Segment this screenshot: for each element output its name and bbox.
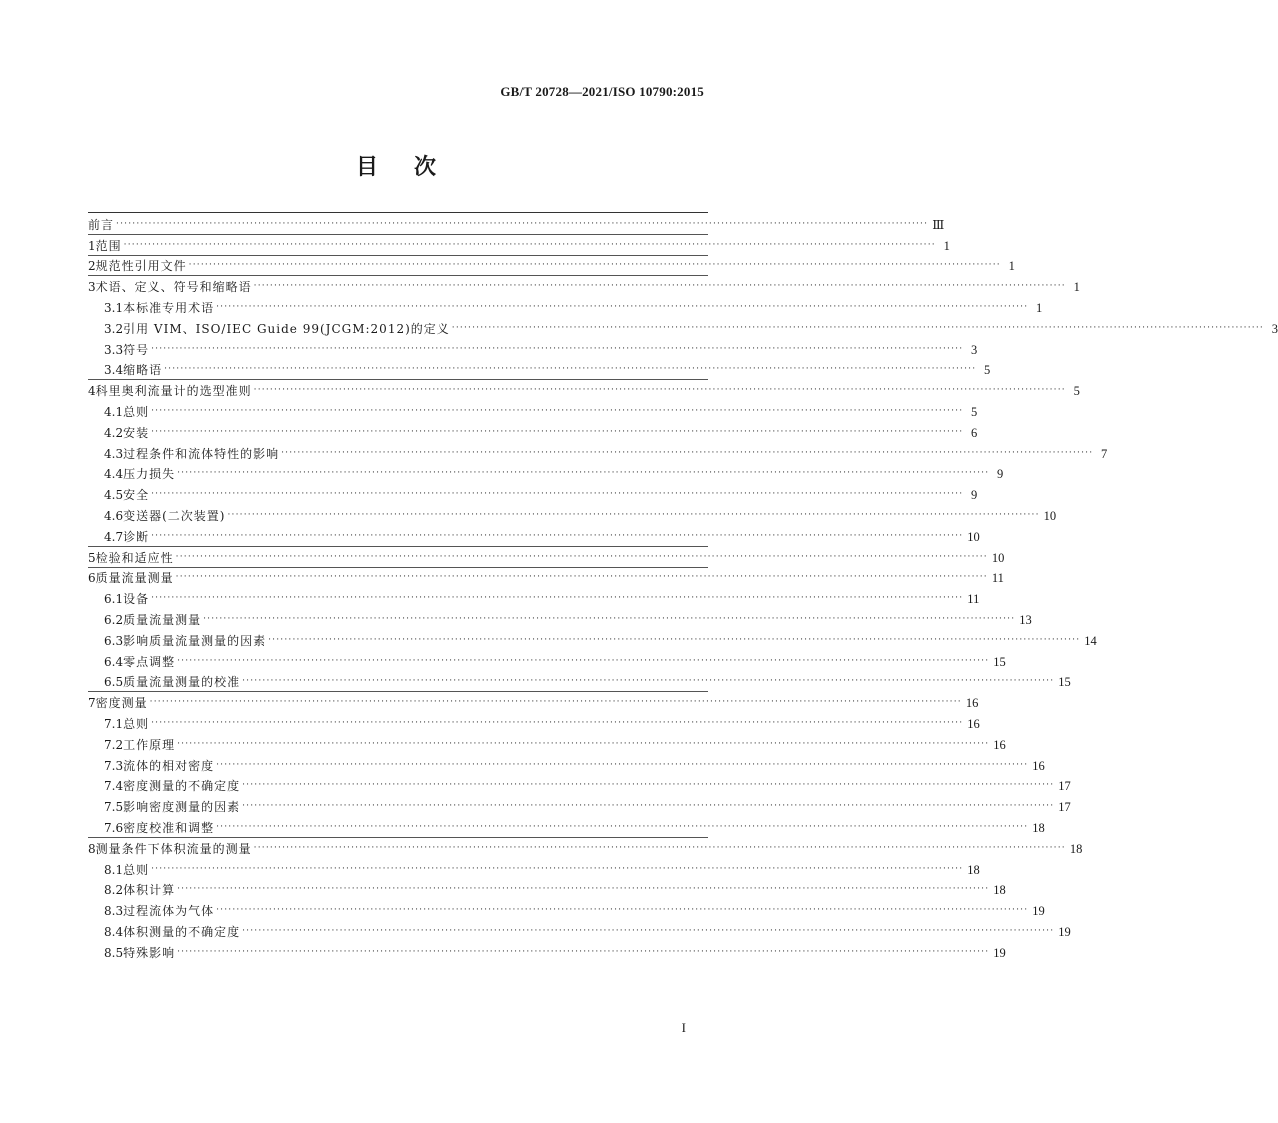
toc-entry-page: 14 xyxy=(1084,633,1097,648)
toc-entry[interactable] xyxy=(88,525,980,546)
page-title xyxy=(0,150,794,181)
toc-entry-label: 符号 xyxy=(123,342,150,357)
toc-entry-number: 8 xyxy=(88,841,96,856)
toc-entry-page: Ⅲ xyxy=(932,217,945,232)
toc-leader-dots: ········································································································································································································ xyxy=(149,697,962,708)
toc-entry-number: 7.6 xyxy=(104,820,124,835)
toc-entry[interactable] xyxy=(88,920,1071,941)
toc-leader-dots: ········································································································································································································ xyxy=(253,385,1066,396)
toc-leader-dots: ········································································································································································································ xyxy=(242,780,1055,791)
toc-leader-dots: ········································································································································································································ xyxy=(188,260,1001,271)
toc-leader-dots: ········································································································································································································ xyxy=(177,655,990,666)
toc-entry-number: 8.5 xyxy=(104,945,124,960)
toc-entry[interactable] xyxy=(88,650,1006,671)
toc-entry-page: 16 xyxy=(993,737,1006,752)
toc-entry-label: 前言 xyxy=(88,217,115,232)
toc-leader-dots: ········································································································································································································ xyxy=(216,759,1029,770)
toc-leader-dots: ········································································································································································································ xyxy=(123,239,936,250)
toc-leader-dots: ········································································································································································································ xyxy=(177,468,990,479)
toc-entry-page: 16 xyxy=(967,716,980,731)
toc-entry-number: 7.3 xyxy=(104,758,124,773)
toc-entry[interactable] xyxy=(88,837,1083,858)
toc-entry-label: 体积计算 xyxy=(123,883,176,898)
toc-leader-dots: ········································································································································································································ xyxy=(175,551,988,562)
toc-entry[interactable] xyxy=(88,213,945,234)
toc-entry-page: 13 xyxy=(1019,612,1032,627)
toc-entry-page: 18 xyxy=(993,883,1006,898)
toc-entry-label: 特殊影响 xyxy=(123,945,176,960)
toc-entry-label: 科里奥利流量计的选型准则 xyxy=(95,384,252,399)
toc-leader-dots: ········································································································································································································ xyxy=(164,364,977,375)
toc-entry-number: 7.5 xyxy=(104,800,124,815)
toc-entry[interactable] xyxy=(88,858,980,879)
toc-entry-page: 10 xyxy=(967,529,980,544)
toc-leader-dots: ········································································································································································································ xyxy=(177,738,990,749)
toc-entry[interactable] xyxy=(88,546,1005,567)
toc-entry-number: 6 xyxy=(88,571,96,586)
toc-entry-number: 6.4 xyxy=(104,654,124,669)
toc-entry[interactable] xyxy=(88,795,1071,816)
toc-entry-number: 4.4 xyxy=(104,467,124,482)
toc-entry[interactable] xyxy=(88,483,978,504)
toc-entry-page: 1 xyxy=(943,238,950,253)
toc-entry-label: 总则 xyxy=(123,716,150,731)
toc-leader-dots: ········································································································································································································ xyxy=(151,717,964,728)
toc-entry-number: 8.2 xyxy=(104,883,124,898)
toc-entry-page: 11 xyxy=(967,592,980,607)
toc-leader-dots: ········································································································································································································ xyxy=(151,863,964,874)
toc-entry-number: 4.3 xyxy=(104,446,124,461)
toc-entry-label: 体积测量的不确定度 xyxy=(123,924,241,939)
toc-entry-number: 7.4 xyxy=(104,779,124,794)
toc-leader-dots: ········································································································································································································ xyxy=(242,925,1055,936)
toc-leader-dots: ········································································································································································································ xyxy=(216,905,1029,916)
toc-entry-page: 11 xyxy=(991,571,1004,586)
toc-entry-page: 19 xyxy=(1058,924,1071,939)
toc-leader-dots: ········································································································································································································ xyxy=(451,322,1264,333)
toc-entry-page: 17 xyxy=(1058,779,1071,794)
toc-entry-label: 零点调整 xyxy=(123,654,176,669)
toc-entry-page: 1 xyxy=(1036,300,1043,315)
toc-entry-label: 压力损失 xyxy=(123,467,176,482)
toc-entry[interactable] xyxy=(88,255,1015,276)
toc-entry-label: 工作原理 xyxy=(123,737,176,752)
toc-leader-dots: ········································································································································································································ xyxy=(116,218,929,229)
toc-entry-label: 总则 xyxy=(123,404,150,419)
toc-entry-number: 3.3 xyxy=(104,342,124,357)
toc-entry[interactable] xyxy=(88,442,1108,463)
toc-entry-label: 检验和适应性 xyxy=(95,550,174,565)
toc-entry-page: 9 xyxy=(971,488,978,503)
toc-entry[interactable] xyxy=(88,733,1006,754)
toc-entry-page: 5 xyxy=(971,404,978,419)
table-of-contents xyxy=(88,213,1278,962)
toc-entry[interactable] xyxy=(88,504,1057,525)
toc-entry-label: 质量流量测量的校准 xyxy=(123,675,241,690)
toc-entry-number: 6.2 xyxy=(104,612,124,627)
toc-entry-page: 16 xyxy=(965,696,979,711)
toc-entry-page: 19 xyxy=(1032,904,1045,919)
toc-entry[interactable] xyxy=(88,671,1071,692)
toc-leader-dots: ········································································································································································································ xyxy=(151,343,964,354)
toc-entry-number: 3.2 xyxy=(104,321,124,336)
toc-entry-label: 过程流体为气体 xyxy=(123,904,215,919)
toc-leader-dots: ········································································································································································································ xyxy=(216,821,1029,832)
toc-entry-number: 4.7 xyxy=(104,529,124,544)
toc-entry-number: 4.2 xyxy=(104,425,124,440)
toc-entry[interactable] xyxy=(88,463,1004,484)
toc-entry-page: 15 xyxy=(1058,675,1071,690)
toc-entry-number: 8.3 xyxy=(104,904,124,919)
toc-leader-dots: ········································································································································································································ xyxy=(268,634,1081,645)
toc-entry-page: 1 xyxy=(1008,259,1015,274)
toc-leader-dots: ········································································································································································································ xyxy=(151,489,964,500)
toc-leader-dots: ········································································································································································································ xyxy=(151,405,964,416)
toc-entry[interactable] xyxy=(88,379,1080,400)
toc-entry-page: 5 xyxy=(984,363,991,378)
toc-entry-page: 18 xyxy=(1032,820,1045,835)
toc-leader-dots: ········································································································································································································ xyxy=(253,842,1066,853)
toc-entry-page: 10 xyxy=(1043,508,1057,523)
toc-entry-number: 3.4 xyxy=(104,363,124,378)
toc-leader-dots: ········································································································································································································ xyxy=(253,281,1066,292)
toc-entry-page: 9 xyxy=(997,467,1004,482)
toc-entry-label: 密度测量的不确定度 xyxy=(123,779,241,794)
toc-entry-number: 6.5 xyxy=(104,675,124,690)
toc-leader-dots: ········································································································································································································ xyxy=(151,426,964,437)
toc-entry-number: 7 xyxy=(88,696,96,711)
toc-entry-label: 质量流量测量 xyxy=(123,612,202,627)
toc-leader-dots: ········································································································································································································ xyxy=(242,801,1055,812)
toc-leader-dots: ········································································································································································································ xyxy=(177,946,990,957)
toc-leader-dots: ········································································································································································································ xyxy=(151,530,964,541)
toc-entry[interactable] xyxy=(88,317,1278,338)
toc-entry-label: 安全 xyxy=(123,488,150,503)
toc-entry-label: 密度校准和调整 xyxy=(123,820,215,835)
toc-entry-label: 影响质量流量测量的因素 xyxy=(123,633,267,648)
toc-leader-dots: ········································································································································································································ xyxy=(227,509,1040,520)
toc-entry[interactable] xyxy=(88,608,1032,629)
toc-entry-page: 6 xyxy=(971,425,978,440)
toc-leader-dots: ········································································································································································································ xyxy=(281,447,1094,458)
toc-entry-label: 规范性引用文件 xyxy=(95,259,187,274)
toc-entry-number: 6.1 xyxy=(104,592,124,607)
toc-entry[interactable] xyxy=(88,275,1080,296)
toc-entry-number: 8.1 xyxy=(104,862,124,877)
toc-entry-number: 7.2 xyxy=(104,737,124,752)
toc-entry[interactable] xyxy=(88,296,1043,317)
toc-entry[interactable] xyxy=(88,338,978,359)
toc-entry-number: 3.1 xyxy=(104,300,124,315)
toc-entry-number: 7.1 xyxy=(104,716,124,731)
toc-entry-page: 3 xyxy=(1271,321,1278,336)
toc-entry[interactable] xyxy=(88,629,1097,650)
toc-entry-number: 1 xyxy=(88,238,96,253)
toc-entry[interactable] xyxy=(88,421,978,442)
toc-entry-number: 2 xyxy=(88,259,96,274)
toc-entry-label: 引用 VIM、ISO/IEC Guide 99(JCGM:2012)的定义 xyxy=(123,321,450,336)
toc-entry[interactable] xyxy=(88,941,1006,962)
toc-entry[interactable] xyxy=(88,400,978,421)
toc-leader-dots: ········································································································································································································ xyxy=(203,613,1016,624)
toc-entry-page: 15 xyxy=(993,654,1006,669)
toc-entry-number: 4.1 xyxy=(104,404,124,419)
toc-entry-label: 总则 xyxy=(123,862,150,877)
toc-entry-page: 18 xyxy=(967,862,980,877)
toc-entry-number: 8.4 xyxy=(104,924,124,939)
toc-entry-label: 流体的相对密度 xyxy=(123,758,215,773)
toc-leader-dots: ········································································································································································································ xyxy=(177,884,990,895)
toc-entry-label: 影响密度测量的因素 xyxy=(123,800,241,815)
toc-entry[interactable] xyxy=(88,359,991,380)
toc-entry-label: 本标准专用术语 xyxy=(123,300,215,315)
toc-entry-number: 5 xyxy=(88,550,96,565)
toc-entry-number: 4.6 xyxy=(104,508,124,523)
toc-entry-page: 5 xyxy=(1073,384,1080,399)
toc-entry-number: 4.5 xyxy=(104,488,124,503)
toc-entry-page: 19 xyxy=(993,945,1006,960)
toc-leader-dots: ········································································································································································································ xyxy=(151,593,964,604)
toc-entry-label: 测量条件下体积流量的测量 xyxy=(95,841,252,856)
toc-entry-page: 10 xyxy=(991,550,1005,565)
toc-entry[interactable] xyxy=(88,816,1045,837)
title-part-2: 次 xyxy=(414,155,439,180)
toc-entry[interactable] xyxy=(88,712,980,733)
toc-entry-label: 设备 xyxy=(123,592,150,607)
toc-entry-label: 质量流量测量 xyxy=(95,571,174,586)
toc-entry-label: 术语、定义、符号和缩略语 xyxy=(95,280,252,295)
toc-entry-page: 3 xyxy=(971,342,978,357)
toc-leader-dots: ········································································································································································································ xyxy=(242,676,1055,687)
toc-entry[interactable] xyxy=(88,899,1045,920)
toc-entry[interactable] xyxy=(88,691,979,712)
toc-entry[interactable] xyxy=(88,879,1006,900)
toc-entry-page: 17 xyxy=(1058,800,1071,815)
title-part-1: 目 xyxy=(355,155,380,180)
page-number: I xyxy=(681,1020,686,1035)
toc-entry[interactable] xyxy=(88,567,1004,588)
toc-entry[interactable] xyxy=(88,754,1045,775)
toc-entry[interactable] xyxy=(88,587,980,608)
toc-entry[interactable] xyxy=(88,234,950,255)
toc-entry-label: 密度测量 xyxy=(95,696,148,711)
toc-entry-page: 1 xyxy=(1073,280,1080,295)
toc-entry-label: 变送器(二次装置) xyxy=(123,508,226,523)
toc-entry-label: 范围 xyxy=(95,238,122,253)
toc-entry-label: 诊断 xyxy=(123,529,150,544)
toc-entry-label: 安装 xyxy=(123,425,150,440)
toc-leader-dots: ········································································································································································································ xyxy=(216,301,1029,312)
toc-entry-page: 18 xyxy=(1069,841,1083,856)
standard-code: GB/T 20728—2021/ISO 10790:2015 xyxy=(500,84,704,99)
toc-leader-dots: ········································································································································································································ xyxy=(175,572,988,583)
toc-entry-label: 缩略语 xyxy=(123,363,163,378)
toc-entry[interactable] xyxy=(88,775,1071,796)
toc-entry-number: 6.3 xyxy=(104,633,124,648)
toc-entry-label: 过程条件和流体特性的影响 xyxy=(123,446,280,461)
toc-entry-number: 4 xyxy=(88,384,96,399)
toc-entry-page: 7 xyxy=(1101,446,1108,461)
toc-entry-page: 16 xyxy=(1032,758,1045,773)
toc-entry-number: 3 xyxy=(88,280,96,295)
